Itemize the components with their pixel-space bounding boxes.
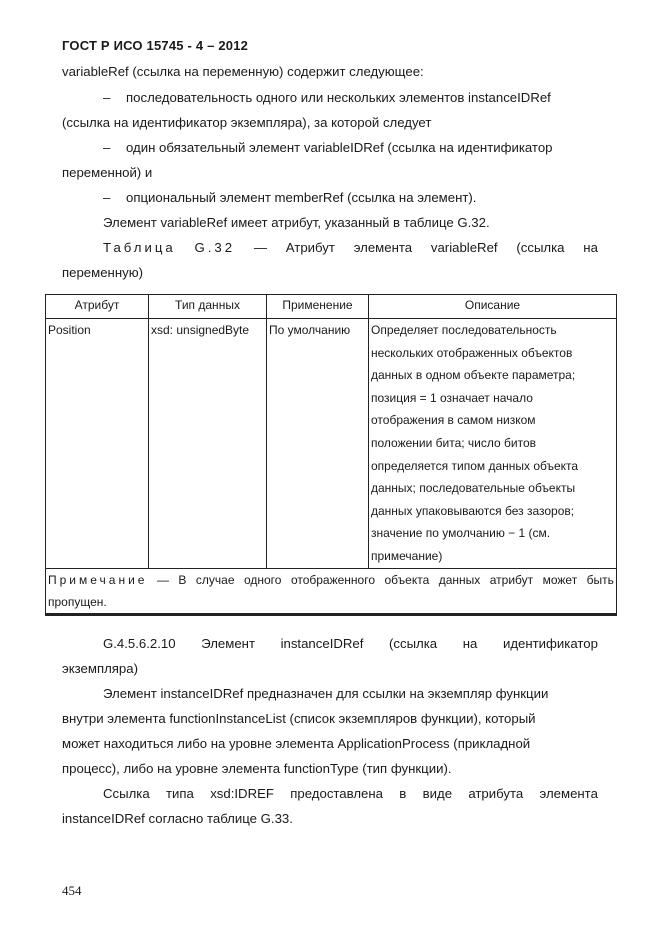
heading-word: идентификатор [502,636,598,651]
caption-word: (ссылка [516,240,565,255]
document-header: ГОСТ Р ИСО 15745 - 4 – 2012 [62,38,249,53]
note-word: В [178,572,187,587]
description-line: данных упаковываются без зазоров; [371,503,575,518]
attribute-table [45,294,617,616]
para-word: в [399,786,407,801]
section-heading-line-2: экземпляра) [62,661,138,676]
note-word: отображенного [290,572,376,587]
cell-data-type: xsd: unsignedByte [149,319,267,569]
table-note [46,568,617,614]
bullet-item-2-line-2: переменной) и [62,165,153,180]
bullet-dash: – [103,140,111,155]
note-word: данных [438,572,481,587]
note-line-2: пропущен. [48,594,107,609]
paragraph-line: внутри элемента functionInstanceList (список экземпляров функции), который [62,711,536,726]
description-line: отображения в самом низком [371,413,536,428]
para-word: Ссылка [103,786,150,801]
bullet-item-3: опциональный элемент memberRef (ссылка на элемент). [126,190,477,205]
intro-text: variableRef (ссылка на переменную) содержит следующее: [62,64,424,79]
para-word: типа [166,786,194,801]
paragraph-line: Элемент instanceIDRef предназначен для ссылки на экземпляр функции [103,686,549,701]
para-word: виде [422,786,453,801]
column-header: Применение [267,295,369,319]
bullet-dash: – [103,90,111,105]
description-line: примечание) [371,548,443,563]
note-word: — [156,572,169,587]
table-caption [103,240,598,256]
bullet-item-2-line-1: один обязательный элемент variableIDRef (ссылка на идентификатор [126,140,553,155]
paragraph-line: instanceIDRef согласно таблице G.33. [62,811,293,826]
column-header: Атрибут [46,295,149,319]
para-word: xsd:IDREF [210,786,274,801]
cell-description [369,319,617,569]
table-header-row [46,295,617,319]
attribute-sentence: Элемент variableRef имеет атрибут, указанный в таблице G.32. [103,215,490,230]
caption-word: — [253,240,268,255]
paragraph-line: может находиться либо на уровне элемента ApplicationProcess (прикладной [62,736,531,751]
table-note-row [46,568,617,614]
bullet-item-1-line-1: последовательность одного или нескольких элементов instanceIDRef [126,90,551,105]
description-line: позиция = 1 означает начало [371,390,533,405]
paragraph-line [103,786,598,802]
heading-word: (ссылка [389,636,438,651]
caption-word: G.32 [194,240,236,255]
description-line: значение по умолчанию − 1 (см. [371,526,551,541]
description-line: определяется типом данных объекта [371,458,579,473]
table-row [46,319,617,569]
heading-word: на [462,636,478,651]
description-line: данных в одном объекте параметра; [371,368,576,383]
paragraph-line: процесс), либо на уровне элемента functionType (тип функции). [62,761,452,776]
note-word: быть [586,572,614,587]
note-word: атрибут [489,572,534,587]
caption-word: Атрибут [285,240,335,255]
caption-word: элемента [353,240,413,255]
heading-word: instanceIDRef [280,636,364,651]
column-header: Тип данных [149,295,267,319]
note-word: случае [195,572,235,587]
cell-attribute: Position [46,319,149,569]
description-line: положении бита; число битов [371,435,537,450]
caption-word: variableRef [430,240,498,255]
table-caption-line-2: переменную) [62,265,143,280]
para-word: предоставлена [290,786,383,801]
bullet-dash: – [103,190,111,205]
note-label: Примечание [48,572,148,587]
note-word: одного [243,572,282,587]
caption-word: Таблица [103,240,176,255]
page-number: 454 [62,883,82,898]
caption-word: на [583,240,598,255]
description-line: нескольких отображенных объектов [371,345,573,360]
note-line-1 [48,569,614,591]
note-word: объекта [384,572,430,587]
column-header: Описание [369,295,617,319]
para-word: элемента [539,786,598,801]
description-line: данных; последовательные объекты [371,481,576,496]
description-line: Определяет последовательность [371,323,557,337]
heading-word: Элемент [201,636,255,651]
section-number: G.4.5.6.2.10 [103,636,176,651]
note-word: может [542,572,578,587]
bullet-item-1-line-2: (ссылка на идентификатор экземпляра), за которой следует [62,115,432,130]
cell-usage: По умолчанию [267,319,369,569]
section-heading [103,636,598,652]
para-word: атрибута [468,786,524,801]
